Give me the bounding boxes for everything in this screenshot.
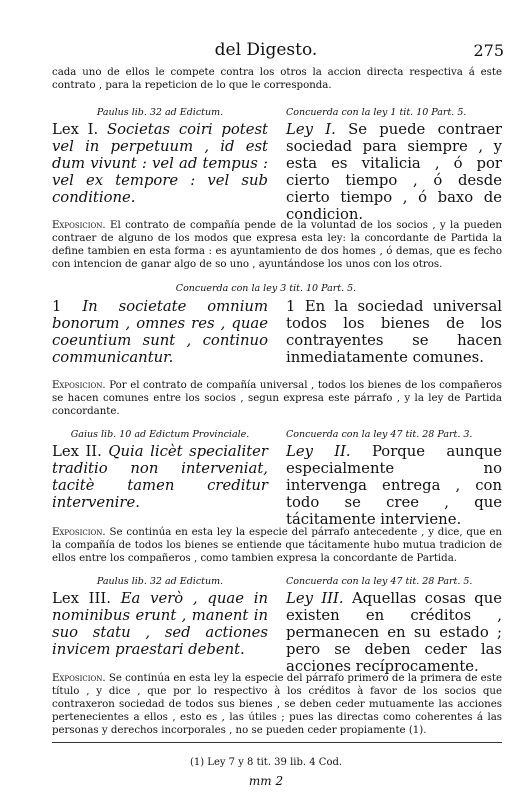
exposicion-text: Se continúa en esta ley la especie del párrafo primero de la primera de este título , y dice , que por lo respectivo à los créditos à favor de los socios que contraxeron sociedad de todos sus bienes , se deben ceder mutuamente las acciones pertenecientes a ellos , esto es , las útiles ; pues las directas como coherentes á las personas y derechos incorporales , no se pueden ceder propiamente (1). xyxy=(52,673,502,736)
section4-spanish xyxy=(286,576,502,675)
latin-law xyxy=(52,121,268,206)
latin-text: In societate omnium bonorum , omnes res , quae coeuntium sunt , continuo communicantur. xyxy=(52,298,268,366)
spanish-text: Se puede contraer sociedad para siempre , y esta es vitalicia , ó por cierto tiempo , ó desde cierto tiempo , ó baxo de condicion. xyxy=(286,121,502,223)
section1-exposicion xyxy=(52,219,502,271)
footnote-rule xyxy=(52,742,502,743)
spanish-source: Concuerda con la ley 47 tit. 28 Part. 5. xyxy=(286,576,473,587)
spanish-head: Ley II. xyxy=(286,443,351,460)
spanish-head: 1 xyxy=(286,298,296,315)
spanish-head: Ley I. xyxy=(286,121,336,138)
spanish-text: Porque aunque especialmente no intervenga entrega , con todo se cree , que tácitamente interviene. xyxy=(286,443,502,528)
section2-exposicion xyxy=(52,379,502,418)
latin-head: Lex III. xyxy=(52,590,111,607)
intro-paragraph: cada uno de ellos le compete contra los otros la accion directa respectiva á este contrato , para la repeticion de lo que le corresponda. xyxy=(52,67,502,91)
latin-head: Lex II. xyxy=(52,443,102,460)
spanish-law xyxy=(286,590,502,675)
section3-spanish xyxy=(286,429,502,528)
section4-latin xyxy=(52,576,268,658)
section3-exposicion xyxy=(52,526,502,565)
latin-source: Paulus lib. 32 ad Edictum. xyxy=(96,107,224,118)
section4-exposicion xyxy=(52,672,502,737)
spanish-text: Aquellas cosas que existen en créditos , permanecen en su estado ; pero se deben ceder las acciones recíprocamente. xyxy=(286,590,502,675)
exposicion-label: Exposicion. xyxy=(52,527,106,538)
latin-law xyxy=(52,590,268,658)
spanish-source: Concuerda con la ley 47 tit. 28 Part. 3. xyxy=(286,429,473,440)
section2-spanish xyxy=(286,298,502,366)
section2-latin xyxy=(52,298,268,366)
signature-mark: mm 2 xyxy=(248,774,284,788)
latin-source: Paulus lib. 32 ad Edictum. xyxy=(96,576,224,587)
latin-law xyxy=(52,443,268,511)
exposicion-text: El contrato de compañía pende de la voluntad de los socios , y la pueden contraer de alguno de los modos que expresa esta ley: la concordante de Partida la define tambien en esta forma : es ayuntamiento de dos homes , ó demas, que es fecho con intencion de ganar algo de so uno , ayuntándose los unos con los otros. xyxy=(52,220,502,270)
spanish-law xyxy=(286,298,502,366)
page-number: 275 xyxy=(473,41,504,60)
exposicion-text: Por el contrato de compañía universal , todos los bienes de los compañeros se hacen comunes entre los socios , segun expresa este párrafo , y la ley de Partida concordante. xyxy=(52,380,502,417)
section1-latin xyxy=(52,107,268,206)
latin-text: Ea verò , quae in nominibus erunt , manent in suo statu , sed actiones invicem praestari debent. xyxy=(52,590,268,658)
section1-spanish xyxy=(286,107,502,223)
section2-source: Concuerda con la ley 3 tit. 10 Part. 5. xyxy=(175,283,357,294)
latin-source: Gaius lib. 10 ad Edictum Provinciale. xyxy=(70,429,250,440)
latin-head: 1 xyxy=(52,298,62,315)
footnote: (1) Ley 7 y 8 tit. 39 lib. 4 Cod. xyxy=(189,757,343,768)
latin-text: Societas coiri potest vel in perpetuum , id est dum vivunt : vel ad tempus : vel ex tempore : vel sub conditione. xyxy=(52,121,268,206)
spanish-law xyxy=(286,121,502,223)
exposicion-label: Exposicion. xyxy=(52,673,106,684)
section3-latin xyxy=(52,429,268,511)
spanish-source: Concuerda con la ley 1 tit. 10 Part. 5. xyxy=(286,107,467,118)
spanish-head: Ley III. xyxy=(286,590,344,607)
spanish-law xyxy=(286,443,502,528)
latin-law xyxy=(52,298,268,366)
spanish-text: En la sociedad universal todos los bienes de los contrayentes se hacen inmediatamente comunes. xyxy=(286,298,502,366)
latin-head: Lex I. xyxy=(52,121,99,138)
running-title: del Digesto. xyxy=(214,40,318,60)
exposicion-label: Exposicion. xyxy=(52,220,106,231)
latin-text: Quia licèt specialiter traditio non interveniat, tacitè tamen creditur intervenire. xyxy=(52,443,268,511)
exposicion-text: Se continúa en esta ley la especie del párrafo antecedente , y dice, que en la compañía de todos los bienes se entiende que tácitamente hubo mutua tradicion de ellos entre los compañeros , como tambien expresa la concordante de Partida. xyxy=(52,527,502,564)
exposicion-label: Exposicion. xyxy=(52,380,106,391)
